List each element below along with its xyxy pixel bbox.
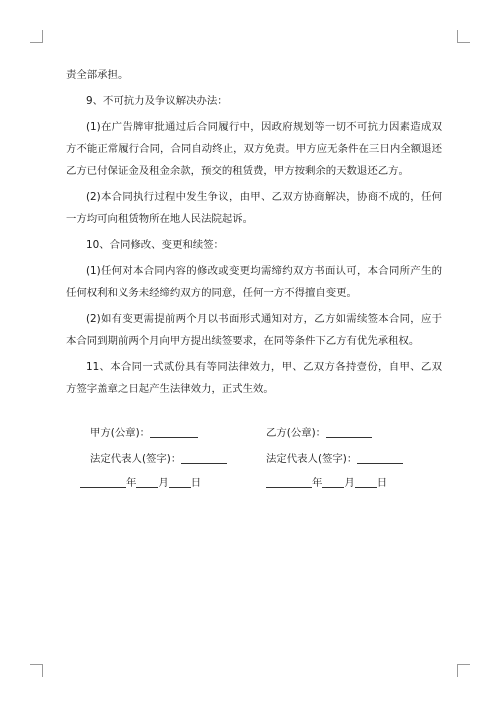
crop-mark-top-left xyxy=(30,30,43,43)
section-heading-10: 10、合同修改、变更和续签： xyxy=(86,239,224,251)
year-blank-a xyxy=(80,475,126,488)
rep-a-line xyxy=(90,450,227,465)
date-line-a xyxy=(80,474,201,489)
day-blank-a xyxy=(169,475,191,488)
crop-mark-bottom-left xyxy=(30,664,43,677)
rep-b-blank xyxy=(357,451,403,464)
section-heading-9: 9、不可抗力及争议解决办法： xyxy=(86,95,228,107)
party-b-label: 乙方(公章)： xyxy=(266,427,327,439)
month-label-b: 月 xyxy=(344,477,355,489)
day-label-b: 日 xyxy=(376,477,388,489)
party-a-seal-line xyxy=(90,424,198,439)
paragraph-10-2: (2)如有变更需提前两个月以书面形式通知对方，乙方如需续签本合同，应于本合同到期前两个月向甲方提出续签要求，在同等条件下乙方有优先承租权。 xyxy=(66,313,442,347)
paragraph-9-2: (2)本合同执行过程中发生争议，由甲、乙双方协商解决，协商不成的，任何一方均可向租赁物所在地人民法院起诉。 xyxy=(66,191,442,225)
paragraph-9-1: (1)在广告牌审批通过后合同履行中，因政府规划等一切不可抗力因素造成双方不能正常履行合同，合同自动终止，双方免责。甲方应无条件在三日内全额退还乙方已付保证金及租金余款，预交的租赁费，甲方按剩余的天数退还乙方。 xyxy=(66,121,442,177)
rep-b-label: 法定代表人(签字)： xyxy=(266,453,358,465)
year-blank-b xyxy=(266,475,312,488)
rep-a-label: 法定代表人(签字)： xyxy=(90,453,182,465)
rep-a-blank xyxy=(181,451,227,464)
day-blank-b xyxy=(355,475,377,488)
year-label-a: 年 xyxy=(126,477,137,489)
year-label-b: 年 xyxy=(312,477,323,489)
date-line-b xyxy=(266,474,387,489)
document-body xyxy=(66,64,442,400)
month-blank-a xyxy=(136,475,158,488)
party-b-seal-line xyxy=(266,424,372,439)
rep-b-line xyxy=(266,450,403,465)
party-a-label: 甲方(公章)： xyxy=(90,427,151,439)
crop-mark-top-right xyxy=(457,30,470,43)
day-label-a: 日 xyxy=(190,477,202,489)
party-a-blank xyxy=(150,425,198,438)
month-blank-b xyxy=(322,475,344,488)
paragraph-10-1: (1)任何对本合同内容的修改或变更均需缔约双方书面认可，本合同所产生的任何权利和义务未经缔约双方的同意，任何一方不得擅自变更。 xyxy=(66,265,442,299)
paragraph-continuation: 责全部承担。 xyxy=(66,69,129,81)
section-11: 11、本合同一式贰份具有等同法律效力，甲、乙双方各持壹份，自甲、乙双方签字盖章之日起产生法律效力，正式生效。 xyxy=(66,361,442,395)
crop-mark-bottom-right xyxy=(457,664,470,677)
month-label-a: 月 xyxy=(158,477,169,489)
party-b-blank xyxy=(326,425,372,438)
